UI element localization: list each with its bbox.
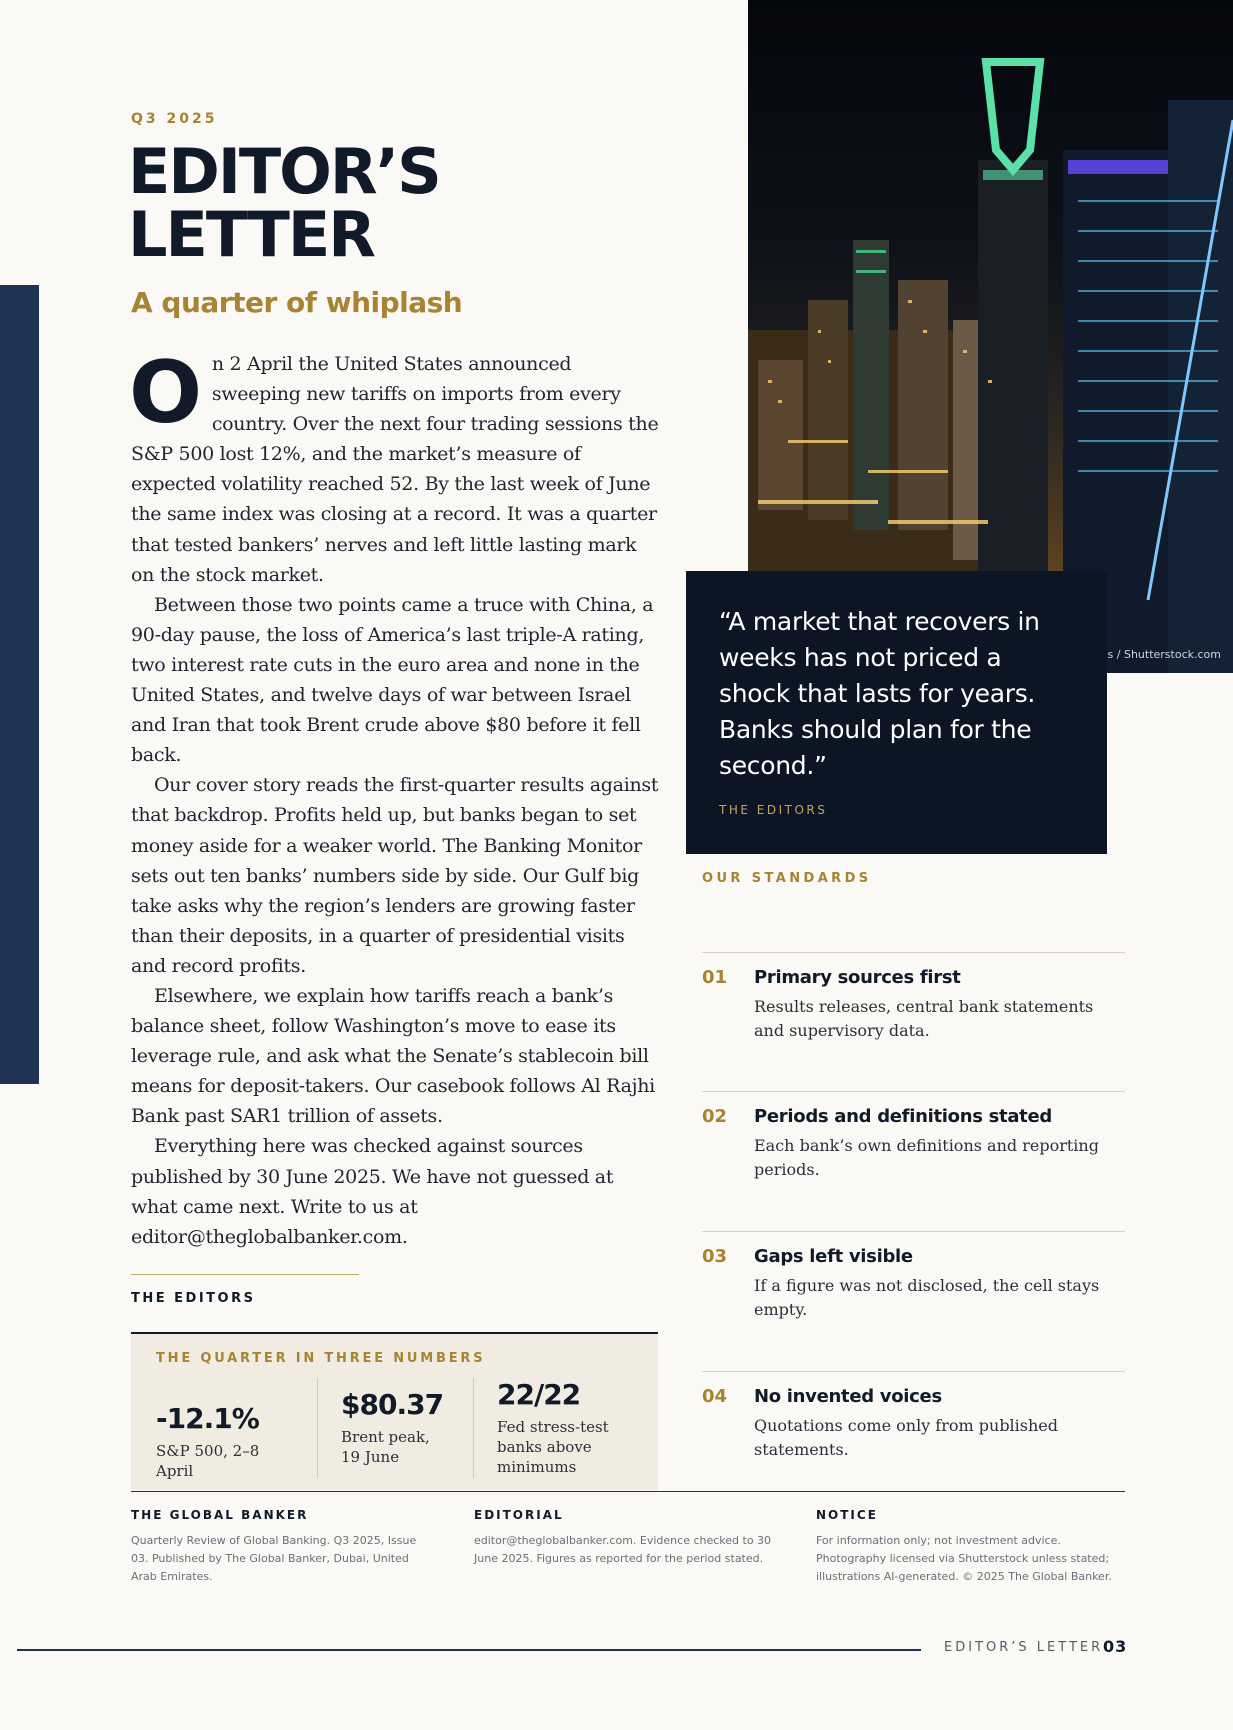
standards-title: OUR STANDARDS — [702, 871, 872, 886]
footer-column-publisher — [131, 1508, 436, 1586]
title-line-2: LETTER — [128, 198, 374, 271]
signature-divider — [131, 1274, 359, 1275]
standard-description: Each bank’s own definitions and reporting periods. — [754, 1136, 1099, 1179]
drop-cap: O — [129, 343, 202, 443]
article-paragraph-1: On 2 April the United States announced sweeping new tariffs on imports from every country. Over the next four trading sessions the S&P 500 lost 12%, and the market’s measure of expected volatility reached 52. By the last week of June the same index was closing at a record. It was a quarter that tested bankers’ nerves and left little lasting mark on the stock market. — [129, 343, 659, 586]
quarter-numbers-panel — [131, 1332, 658, 1490]
stat-item — [473, 1378, 633, 1478]
issue-kicker: Q3 2025 — [131, 111, 218, 127]
standard-description: Results releases, central bank statements and supervisory data. — [754, 997, 1094, 1040]
footer-heading: EDITORIAL — [474, 1508, 564, 1522]
stat-value: 22/22 — [497, 1378, 581, 1411]
footer-text: editor@theglobalbanker.com. Evidence checked to 30 June 2025. Figures as reported for the period stated. — [474, 1534, 772, 1565]
pull-quote — [686, 571, 1107, 854]
article-paragraph-5: Everything here was checked against sources published by 30 June 2025. We have not guessed at what came next. Write to us at editor@theglobalbanker.com. — [131, 1135, 614, 1248]
stat-value: $80.37 — [341, 1388, 444, 1421]
standard-heading: Primary sources first — [754, 967, 961, 988]
stat-label: S&P 500, 2–8 April — [156, 1442, 260, 1480]
footer-column-editorial — [474, 1508, 779, 1568]
stat-label: Fed stress-test banks above minimums — [497, 1418, 609, 1476]
footer-divider — [131, 1491, 1125, 1492]
quarter-numbers-title: THE QUARTER IN THREE NUMBERS — [156, 1351, 486, 1366]
photo-credit: s / Shutterstock.com — [1107, 648, 1221, 661]
standard-description: Quotations come only from published statements. — [754, 1416, 1059, 1459]
footer-heading: THE GLOBAL BANKER — [131, 1508, 309, 1522]
article-subtitle: A quarter of whiplash — [131, 286, 463, 319]
article-body — [129, 343, 661, 1252]
article-signature: THE EDITORS — [131, 1291, 256, 1306]
article-paragraph-3: Our cover story reads the first-quarter results against that backdrop. Profits held up, but banks began to set money aside for a weaker world. The Banking Monitor sets out ten banks’ numbers side by side. Our Gulf big take asks why the region’s lenders are growing faster than their deposits, in a quarter of presidential visits and record profits. — [131, 774, 659, 977]
standard-item — [702, 1371, 1125, 1459]
standard-item — [702, 1091, 1125, 1179]
standard-item — [702, 952, 1125, 1040]
standard-number: 01 — [702, 967, 728, 988]
footer-text: For information only; not investment advice. Photography licensed via Shutterstock unless stated; illustrations AI-generated. © 2025 The Global Banker. — [816, 1534, 1112, 1583]
page-title — [128, 135, 648, 271]
footer-text: Quarterly Review of Global Banking. Q3 2025, Issue 03. Published by The Global Banker, Dubai, United Arab Emirates. — [131, 1534, 417, 1583]
standard-description: If a figure was not disclosed, the cell stays empty. — [754, 1276, 1100, 1319]
footer-heading: NOTICE — [816, 1508, 878, 1522]
stat-value: -12.1% — [156, 1402, 259, 1435]
standard-heading: Periods and definitions stated — [754, 1106, 1052, 1127]
standard-number: 03 — [702, 1246, 728, 1267]
page-number: 03 — [1103, 1637, 1128, 1656]
standard-number: 02 — [702, 1106, 728, 1127]
footer-column-notice — [816, 1508, 1121, 1586]
stat-item — [156, 1378, 296, 1481]
pull-quote-attribution: THE EDITORS — [719, 803, 828, 817]
pull-quote-text: “A market that recovers in weeks has not priced a shock that lasts for years. Banks should plan for the second.” — [719, 607, 1040, 780]
page-footer-rule — [17, 1649, 921, 1651]
standard-heading: Gaps left visible — [754, 1246, 913, 1267]
title-line-1: EDITOR’S — [128, 135, 440, 208]
stat-item — [317, 1378, 443, 1478]
running-head: EDITOR’S LETTER — [944, 1640, 1104, 1655]
standard-heading: No invented voices — [754, 1386, 942, 1407]
left-accent-bar — [0, 285, 39, 1084]
article-paragraph-4: Elsewhere, we explain how tariffs reach a bank’s balance sheet, follow Washington’s move to ease its leverage rule, and ask what the Senate’s stablecoin bill means for deposit-takers. Our casebook follows Al Rajhi Bank past SAR1 trillion of assets. — [131, 984, 655, 1128]
article-paragraph-2: Between those two points came a truce with China, a 90-day pause, the loss of America’s last triple-A rating, two interest rate cuts in the euro area and none in the United States, and twelve days of war between Israel and Iran that took Brent crude above $80 before it fell back. — [131, 593, 654, 767]
standard-item — [702, 1231, 1125, 1319]
standard-number: 04 — [702, 1386, 728, 1407]
stat-label: Brent peak, 19 June — [341, 1428, 430, 1466]
